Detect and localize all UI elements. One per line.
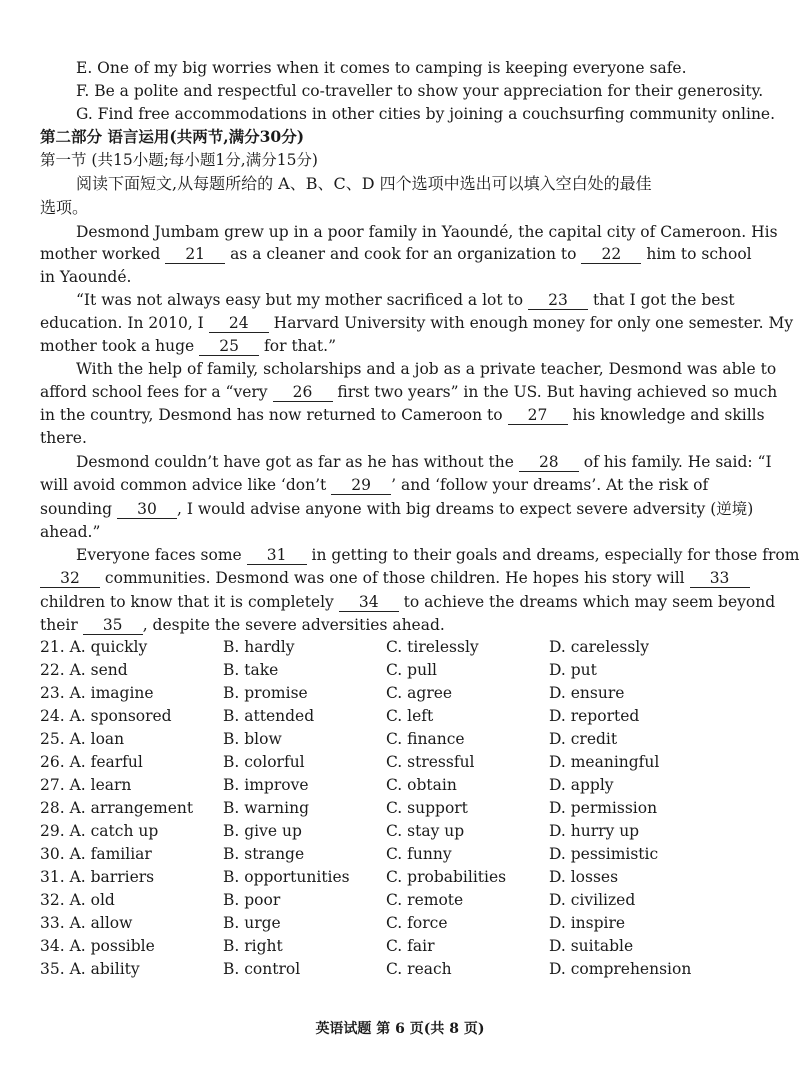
choice-a: 22. A. send [40, 661, 128, 679]
choice-row [40, 891, 760, 914]
choice-row [40, 822, 760, 845]
passage-line [76, 452, 772, 472]
passage-line [76, 545, 799, 565]
choice-row [40, 730, 760, 753]
text: children to know that it is completely [40, 593, 339, 611]
passage-line [76, 290, 735, 310]
choice-a: 25. A. loan [40, 730, 125, 748]
choice-c: C. pull [386, 661, 437, 679]
choice-c: C. funny [386, 845, 452, 863]
choice-a: 21. A. quickly [40, 638, 148, 656]
text: Everyone faces some [76, 546, 247, 564]
text: afford school fees for a “very [40, 383, 273, 401]
choice-c: C. reach [386, 960, 452, 978]
choice-b: B. colorful [223, 753, 305, 771]
choice-c: C. fair [386, 937, 435, 955]
choice-d: D. civilized [549, 891, 636, 909]
choice-b: B. urge [223, 914, 281, 932]
choice-d: D. hurry up [549, 822, 640, 840]
passage-line [40, 592, 775, 612]
text: ’ and ‘follow your dreams’. At the risk of [391, 476, 709, 494]
choice-row [40, 661, 760, 684]
choice-c: C. stressful [386, 753, 475, 771]
choice-c: C. probabilities [386, 868, 507, 886]
blank-35: 35 [83, 617, 143, 635]
text: in the country, Desmond has now returned to Cameroon to [40, 406, 508, 424]
part-title: 第二部分 语言运用(共两节,满分30分) [40, 127, 305, 146]
choice-b: B. warning [223, 799, 310, 817]
passage-line [40, 244, 752, 264]
passage-line: in Yaoundé. [40, 268, 132, 286]
choice-d: D. pessimistic [549, 845, 659, 863]
choice-a: 27. A. learn [40, 776, 132, 794]
choice-d: D. ensure [549, 684, 625, 702]
choice-d: D. apply [549, 776, 614, 794]
text: that I got the best [588, 291, 735, 309]
blank-28: 28 [519, 454, 579, 472]
choice-c: C. stay up [386, 822, 465, 840]
choice-b: B. take [223, 661, 279, 679]
choice-d: D. inspire [549, 914, 626, 932]
choice-d: D. suitable [549, 937, 634, 955]
choice-b: B. poor [223, 891, 281, 909]
text: for that.” [259, 337, 336, 355]
choice-a: 23. A. imagine [40, 684, 154, 702]
passage-line [40, 405, 765, 425]
choice-row [40, 914, 760, 937]
choice-a: 29. A. catch up [40, 822, 159, 840]
blank-29: 29 [331, 477, 391, 495]
choice-d: D. credit [549, 730, 618, 748]
blank-23: 23 [528, 292, 588, 310]
choice-c: C. remote [386, 891, 464, 909]
passage-line: Desmond Jumbam grew up in a poor family in Yaoundé, the capital city of Cameroon. His [76, 223, 778, 241]
choice-b: B. strange [223, 845, 305, 863]
choice-a: 31. A. barriers [40, 868, 155, 886]
choice-row [40, 684, 760, 707]
text: “It was not always easy but my mother sacrificed a lot to [76, 291, 529, 309]
blank-22: 22 [581, 246, 641, 264]
choice-row [40, 753, 760, 776]
choice-b: B. hardly [223, 638, 295, 656]
blank-26: 26 [273, 384, 333, 402]
passage-line [40, 568, 750, 588]
choice-a: 33. A. allow [40, 914, 133, 932]
choice-c: C. force [386, 914, 448, 932]
text: to achieve the dreams which may seem beyond [398, 593, 776, 611]
sub-title: 第一节 (共15小题;每小题1分,满分15分) [40, 151, 318, 169]
choice-a: 34. A. possible [40, 937, 155, 955]
text: sounding [40, 500, 117, 518]
passage-line [40, 475, 708, 495]
choice-b: B. improve [223, 776, 309, 794]
choice-b: B. blow [223, 730, 282, 748]
choice-c: C. tirelessly [386, 638, 479, 656]
choice-row [40, 937, 760, 960]
choice-d: D. comprehension [549, 960, 692, 978]
passage-line: With the help of family, scholarships and a job as a private teacher, Desmond was able to [76, 360, 777, 378]
choice-row [40, 868, 760, 891]
text: him to school [641, 245, 752, 263]
text: education. In 2010, I [40, 314, 209, 332]
choice-row [40, 707, 760, 730]
blank-24: 24 [209, 315, 269, 333]
choice-row [40, 776, 760, 799]
choice-b: B. opportunities [223, 868, 350, 886]
option-g: G. Find free accommodations in other cities by joining a couchsurfing community online. [76, 105, 776, 123]
text: first two years” in the US. But having achieved so much [332, 383, 778, 401]
choice-c: C. left [386, 707, 434, 725]
text: mother took a huge [40, 337, 200, 355]
instruction-line-2: 选项。 [40, 198, 89, 217]
text: Desmond couldn’t have got as far as he has without the [76, 453, 519, 471]
choice-a: 26. A. fearful [40, 753, 143, 771]
passage-line [40, 382, 777, 402]
choice-a: 28. A. arrangement [40, 799, 194, 817]
blank-33: 33 [690, 570, 750, 588]
choice-row [40, 799, 760, 822]
passage-line [40, 313, 793, 333]
choice-b: B. control [223, 960, 301, 978]
option-f: F. Be a polite and respectful co-traveller to show your appreciation for their generosity. [76, 82, 764, 100]
choice-d: D. permission [549, 799, 658, 817]
choice-b: B. promise [223, 684, 308, 702]
choice-row [40, 638, 760, 661]
passage-line: ahead.” [40, 523, 101, 541]
choice-b: B. give up [223, 822, 302, 840]
text: Harvard University with enough money for only one semester. My [268, 314, 794, 332]
instruction-line-1: 阅读下面短文,从每题所给的 A、B、C、D 四个选项中选出可以填入空白处的最佳 [76, 174, 652, 193]
choice-a: 35. A. ability [40, 960, 140, 978]
text: mother worked [40, 245, 166, 263]
blank-31: 31 [247, 547, 307, 565]
choice-d: D. meaningful [549, 753, 660, 771]
passage-line [40, 499, 753, 519]
choice-a: 30. A. familiar [40, 845, 152, 863]
choice-d: D. reported [549, 707, 640, 725]
choice-c: C. agree [386, 684, 453, 702]
choice-c: C. finance [386, 730, 465, 748]
choice-a: 24. A. sponsored [40, 707, 172, 725]
choice-c: C. obtain [386, 776, 457, 794]
text: will avoid common advice like ‘don’t [40, 476, 332, 494]
page-footer: 英语试题 第 6 页(共 8 页) [315, 1021, 485, 1037]
blank-32: 32 [40, 570, 100, 588]
choice-d: D. carelessly [549, 638, 649, 656]
choice-c: C. support [386, 799, 468, 817]
choice-b: B. right [223, 937, 283, 955]
choice-row [40, 845, 760, 868]
choice-row [40, 960, 760, 983]
blank-21: 21 [165, 246, 225, 264]
choice-d: D. put [549, 661, 597, 679]
blank-30: 30 [117, 501, 177, 519]
choice-d: D. losses [549, 868, 619, 886]
option-e: E. One of my big worries when it comes to camping is keeping everyone safe. [76, 59, 687, 77]
text: of his family. He said: “I [578, 453, 772, 471]
text: , despite the severe adversities ahead. [142, 616, 445, 634]
text: as a cleaner and cook for an organization to [225, 245, 582, 263]
blank-27: 27 [508, 407, 568, 425]
text: communities. Desmond was one of those children. He hopes his story will [100, 569, 690, 587]
choice-b: B. attended [223, 707, 315, 725]
passage-line: there. [40, 429, 87, 447]
text: his knowledge and skills [567, 406, 765, 424]
text: their [40, 616, 83, 634]
passage-line [40, 615, 445, 635]
text: in getting to their goals and dreams, especially for those from [306, 546, 800, 564]
text: , I would advise anyone with big dreams to expect severe adversity (逆境) [176, 500, 754, 518]
blank-25: 25 [199, 338, 259, 356]
passage-line [40, 336, 336, 356]
choice-a: 32. A. old [40, 891, 115, 909]
blank-34: 34 [339, 594, 399, 612]
